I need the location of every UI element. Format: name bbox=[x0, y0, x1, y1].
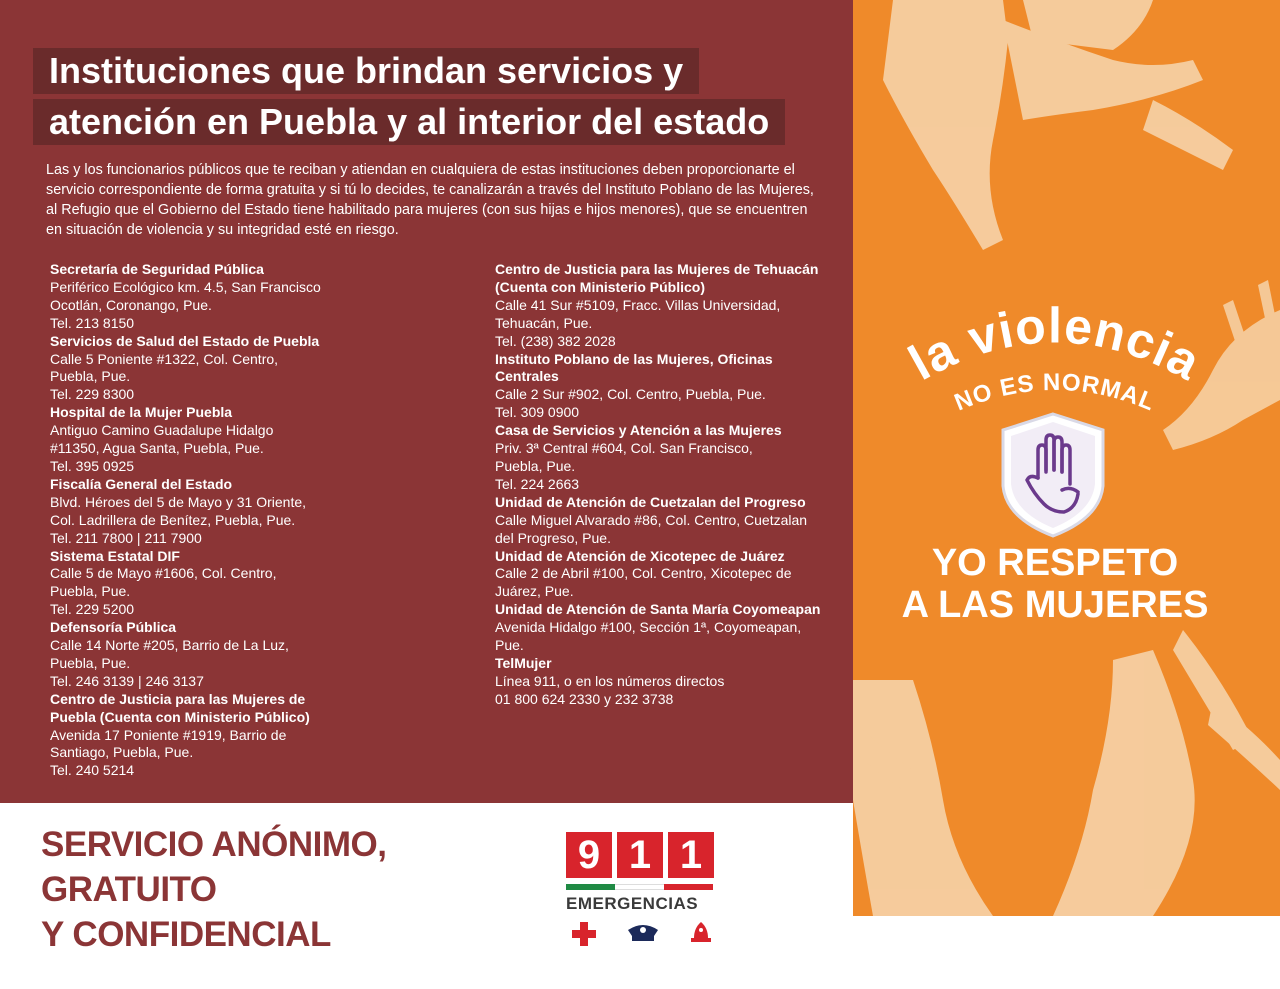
institution-name: Centro de Justicia para las Mujeres de bbox=[50, 690, 306, 707]
institution-detail: Puebla, Pue. bbox=[495, 457, 576, 474]
la-violencia-text: la violencia bbox=[899, 300, 1210, 392]
institution-name-cont: (Cuenta con Ministerio Público) bbox=[495, 278, 706, 295]
institution-entry bbox=[50, 691, 480, 781]
institution-entry bbox=[495, 494, 835, 548]
institution-detail: Avenida Hidalgo #100, Sección 1ª, Coyomeapan, bbox=[495, 619, 802, 636]
institution-detail: Calle 2 Sur #902, Col. Centro, Puebla, Pue. bbox=[495, 386, 766, 403]
institution-name: Unidad de Atención de Cuetzalan del Progreso bbox=[495, 493, 806, 510]
institution-entry bbox=[495, 655, 835, 709]
institution-entry bbox=[495, 548, 835, 602]
institution-detail: Blvd. Héroes del 5 de Mayo y 31 Oriente, bbox=[50, 493, 307, 510]
institution-detail: Periférico Ecológico km. 4.5, San Francisco bbox=[50, 278, 321, 295]
institution-name: Centro de Justicia para las Mujeres de Tehuacán bbox=[495, 261, 819, 277]
institution-detail: Pue. bbox=[495, 637, 524, 654]
institution-entry bbox=[50, 261, 480, 333]
institution-entry bbox=[50, 548, 480, 620]
institution-detail: Juárez, Pue. bbox=[495, 583, 574, 600]
institution-name: Sistema Estatal DIF bbox=[50, 547, 180, 564]
anonymous-line-2: GRATUITO bbox=[41, 870, 217, 909]
flag-stripe bbox=[566, 884, 713, 890]
institution-detail: Calle 5 Poniente #1322, Col. Centro, bbox=[50, 350, 279, 367]
institution-detail: Priv. 3ª Central #604, Col. San Francisco, bbox=[495, 440, 753, 457]
institution-detail: Tehuacán, Pue. bbox=[495, 314, 593, 331]
institution-detail: Col. Ladrillera de Benítez, Puebla, Pue. bbox=[50, 511, 296, 528]
digits-row bbox=[566, 832, 716, 878]
institution-detail: Tel. 211 7800 | 211 7900 bbox=[50, 529, 202, 546]
institution-detail: Calle Miguel Alvarado #86, Col. Centro, Cuetzalan bbox=[495, 511, 808, 528]
footer-right-blank bbox=[853, 916, 1280, 989]
no-es-normal-text: NO ES NORMAL bbox=[950, 368, 1160, 417]
institution-entry bbox=[495, 351, 835, 423]
institution-detail: Puebla, Pue. bbox=[50, 654, 131, 671]
institutions-column-right bbox=[495, 261, 835, 709]
institution-detail: Tel. 229 5200 bbox=[50, 601, 135, 618]
emergency-911-logo bbox=[566, 832, 716, 946]
anonymous-line-3: Y CONFIDENCIAL bbox=[41, 915, 331, 954]
institution-detail: Puebla, Pue. bbox=[50, 368, 131, 385]
institution-entry bbox=[495, 601, 835, 655]
institution-entry bbox=[50, 404, 480, 476]
institution-detail: Ocotlán, Coronango, Pue. bbox=[50, 296, 212, 313]
institution-name: Casa de Servicios y Atención a las Mujeres bbox=[495, 422, 782, 439]
institution-detail: Tel. 229 8300 bbox=[50, 386, 135, 403]
institution-detail: 01 800 624 2330 y 232 3738 bbox=[495, 690, 674, 707]
yo-respeto-line-2: A LAS MUJERES bbox=[901, 584, 1209, 626]
yo-respeto-slogan bbox=[880, 542, 1230, 626]
institution-name: TelMujer bbox=[495, 654, 552, 671]
yo-respeto-line-1: YO RESPETO bbox=[931, 542, 1179, 584]
digit-1a: 1 bbox=[617, 832, 663, 878]
institutions-column-left bbox=[50, 261, 480, 780]
hand-bottom-icon bbox=[853, 620, 1280, 916]
institution-detail: Tel. 224 2663 bbox=[495, 475, 580, 492]
institution-name: Defensoría Pública bbox=[50, 619, 177, 636]
institution-detail: del Progreso, Pue. bbox=[495, 529, 611, 546]
institution-name-cont: Centrales bbox=[495, 368, 559, 385]
anonymous-service-slogan bbox=[41, 822, 386, 957]
institution-name: Hospital de la Mujer Puebla bbox=[50, 404, 233, 421]
hand-top-icon bbox=[853, 0, 1280, 300]
institution-detail: Calle 2 de Abril #100, Col. Centro, Xicotepec de bbox=[495, 565, 792, 582]
institution-detail: Tel. 246 3139 | 246 3137 bbox=[50, 672, 204, 689]
institution-detail: Tel. 240 5214 bbox=[50, 762, 135, 779]
institution-detail: Avenida 17 Poniente #1919, Barrio de bbox=[50, 726, 287, 743]
institution-detail: Tel. 395 0925 bbox=[50, 457, 135, 474]
raised-hand-shield-icon bbox=[1000, 412, 1106, 538]
institution-entry bbox=[495, 261, 835, 351]
institution-name: Fiscalía General del Estado bbox=[50, 475, 233, 492]
page-title-line-2: atención en Puebla y al interior del estado bbox=[33, 99, 785, 145]
institution-name-cont: Puebla (Cuenta con Ministerio Público) bbox=[50, 708, 310, 725]
institution-detail: #11350, Agua Santa, Puebla, Pue. bbox=[50, 440, 264, 457]
police-cap-icon bbox=[626, 920, 660, 946]
institution-detail: Línea 911, o en los números directos bbox=[495, 672, 725, 689]
institution-name: Unidad de Atención de Santa María Coyomeapan bbox=[495, 601, 821, 618]
page-title-line-1: Instituciones que brindan servicios y bbox=[33, 48, 699, 94]
institution-detail: Puebla, Pue. bbox=[50, 583, 131, 600]
institution-detail: Antiguo Camino Guadalupe Hidalgo bbox=[50, 422, 274, 439]
institution-entry bbox=[50, 619, 480, 691]
fire-bell-icon bbox=[688, 920, 714, 946]
institution-detail: Calle 5 de Mayo #1606, Col. Centro, bbox=[50, 565, 277, 582]
institution-entry bbox=[50, 333, 480, 405]
institution-name: Secretaría de Seguridad Pública bbox=[50, 261, 264, 277]
intro-paragraph: Las y los funcionarios públicos que te reciban y atiendan en cualquiera de estas instituciones deben proporcionarte el servicio correspondiente de forma gratuita y si tú lo decides, te canalizarán a través del Instituto Poblano de las Mujeres, al Refugio que el Gobierno del Estado tiene habilitado para mujeres (con sus hijas e hijos menores), que se encuentren en situación de violencia y su integridad esté en riesgo. bbox=[46, 162, 814, 238]
anonymous-line-1: SERVICIO ANÓNIMO, bbox=[41, 825, 387, 864]
institution-detail: Calle 14 Norte #205, Barrio de La Luz, bbox=[50, 637, 289, 654]
emergency-icons bbox=[566, 920, 716, 946]
institution-detail: Tel. 213 8150 bbox=[50, 314, 135, 331]
digit-9: 9 bbox=[566, 832, 612, 878]
institution-detail: Calle 41 Sur #5109, Fracc. Villas Universidad, bbox=[495, 296, 781, 313]
red-cross-icon bbox=[570, 920, 598, 946]
institution-detail: Santiago, Puebla, Pue. bbox=[50, 744, 194, 761]
institution-entry bbox=[495, 422, 835, 494]
la-violencia-slogan bbox=[885, 300, 1225, 430]
institution-name: Instituto Poblano de las Mujeres, Oficinas bbox=[495, 350, 773, 367]
institution-entry bbox=[50, 476, 480, 548]
institution-name: Servicios de Salud del Estado de Puebla bbox=[50, 332, 320, 349]
emergencias-label: EMERGENCIAS bbox=[566, 894, 699, 913]
digit-1b: 1 bbox=[668, 832, 714, 878]
institution-detail: Tel. 309 0900 bbox=[495, 404, 580, 421]
institution-name: Unidad de Atención de Xicotepec de Juárez bbox=[495, 547, 785, 564]
institution-detail: Tel. (238) 382 2028 bbox=[495, 332, 616, 349]
